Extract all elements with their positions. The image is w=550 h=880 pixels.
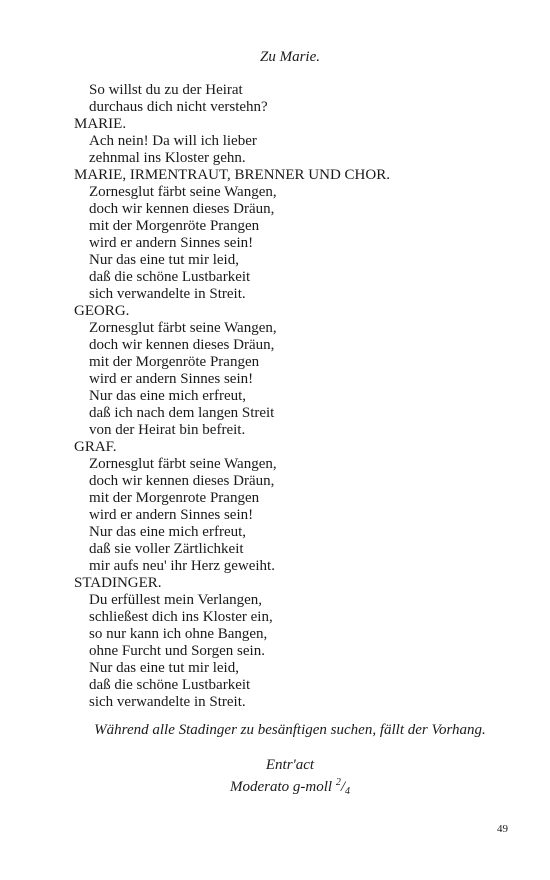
closing-stage-direction: Während alle Stadinger zu besänftigen suchen, fällt der Vorhang. xyxy=(94,722,486,738)
verse-line: wird er andern Sinnes sein! xyxy=(89,371,254,387)
verse-line: Nur das eine mich erfreut, xyxy=(89,524,247,540)
page-number: 49 xyxy=(497,823,508,835)
verse-line: Nur das eine mich erfreut, xyxy=(89,388,247,404)
verse-line: mit der Morgenrote Prangen xyxy=(89,490,260,506)
verse-line: doch wir kennen dieses Dräun, xyxy=(89,337,275,353)
tempo-marking xyxy=(0,774,550,800)
speaker-name: STADINGER. xyxy=(74,575,162,591)
verse-line: daß die schöne Lustbarkeit xyxy=(89,677,251,693)
time-signature: $^2/_4$ xyxy=(335,777,350,797)
speaker-name: GEORG. xyxy=(74,303,130,319)
verse-line: daß die schöne Lustbarkeit xyxy=(89,269,251,285)
entract-heading: Entr'act xyxy=(265,757,315,773)
verse-line: durchaus dich nicht verstehn? xyxy=(89,99,268,115)
verse-line: Zornesglut färbt seine Wangen, xyxy=(89,456,277,472)
speaker-name: MARIE. xyxy=(74,116,127,132)
time-signature-denominator: 4 xyxy=(345,786,350,797)
tempo-text: Moderato g-moll xyxy=(230,779,333,795)
verse-line: Nur das eine tut mir leid, xyxy=(89,252,239,268)
verse-line: ohne Furcht und Sorgen sein. xyxy=(89,643,265,659)
verse-line: schließest dich ins Kloster ein, xyxy=(89,609,273,625)
verse-line: wird er andern Sinnes sein! xyxy=(89,507,254,523)
verse-line: sich verwandelte in Streit. xyxy=(89,694,246,710)
verse-line: doch wir kennen dieses Dräun, xyxy=(89,473,275,489)
verse-line: Du erfüllest mein Verlangen, xyxy=(89,592,263,608)
verse-line: Zornesglut färbt seine Wangen, xyxy=(89,184,277,200)
verse-line: Zornesglut färbt seine Wangen, xyxy=(89,320,277,336)
verse-line: sich verwandelte in Streit. xyxy=(89,286,246,302)
verse-line: doch wir kennen dieses Dräun, xyxy=(89,201,275,217)
verse-line: so nur kann ich ohne Bangen, xyxy=(89,626,268,642)
speaker-name: MARIE, IRMENTRAUT, BRENNER UND CHOR. xyxy=(74,167,390,183)
verse-line: mit der Morgenröte Prangen xyxy=(89,354,260,370)
verse-line: daß ich nach dem langen Streit xyxy=(89,405,275,421)
time-signature-numerator: 2 xyxy=(335,777,341,788)
verse-line: So willst du zu der Heirat xyxy=(89,82,243,98)
verse-line: mir aufs neu' ihr Herz geweiht. xyxy=(89,558,275,574)
verse-line: zehnmal ins Kloster gehn. xyxy=(89,150,246,166)
stage-direction: Zu Marie. xyxy=(260,49,320,65)
verse-line: Ach nein! Da will ich lieber xyxy=(89,133,257,149)
verse-line: von der Heirat bin befreit. xyxy=(89,422,246,438)
verse-line: Nur das eine tut mir leid, xyxy=(89,660,239,676)
speaker-name: GRAF. xyxy=(74,439,117,455)
verse-line: wird er andern Sinnes sein! xyxy=(89,235,254,251)
verse-line: daß sie voller Zärtlichkeit xyxy=(89,541,244,557)
libretto-text xyxy=(74,82,514,711)
verse-line: mit der Morgenröte Prangen xyxy=(89,218,260,234)
